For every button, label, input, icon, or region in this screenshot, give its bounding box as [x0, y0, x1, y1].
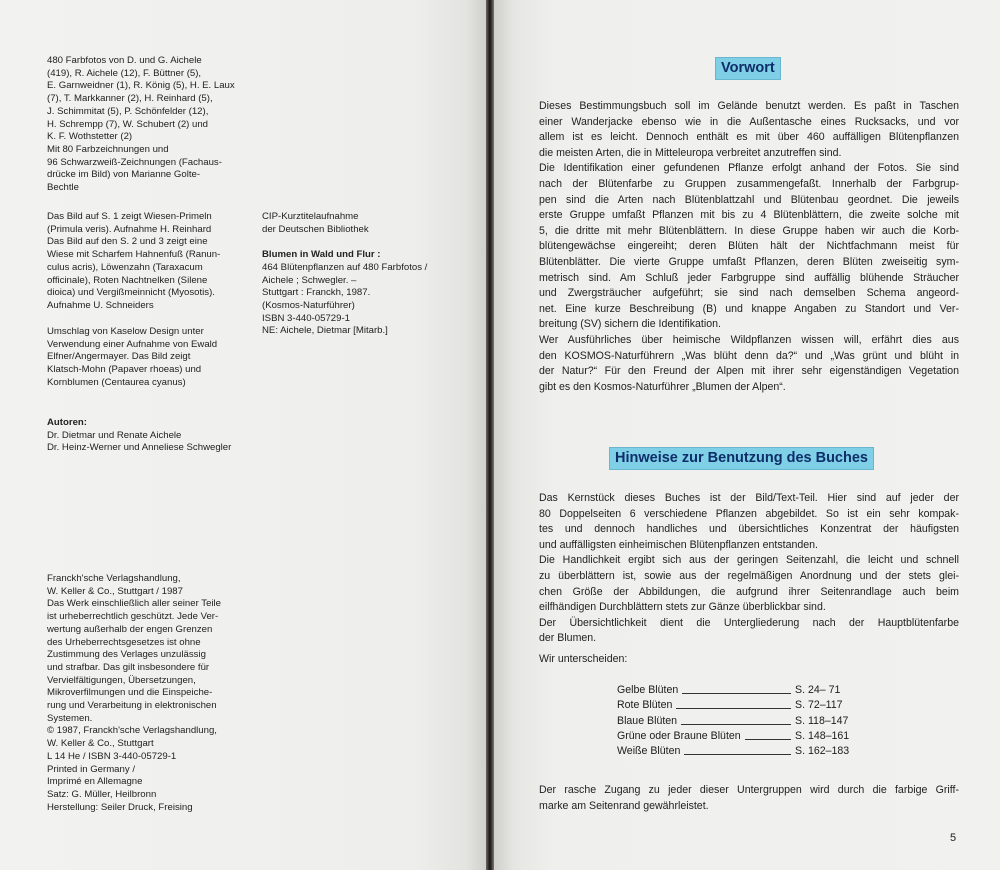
- text-line: wertung außerhalb der engen Grenzen: [47, 623, 213, 635]
- text-line: Zustimmung des Verlages unzulässig: [47, 649, 206, 661]
- text-line: des Urheberrechtsgesetzes ist ohne: [47, 636, 201, 648]
- text-line: Das Bild auf den S. 2 und 3 zeigt eine: [47, 236, 208, 248]
- text-line: Franckh'sche Verlagshandlung,: [47, 573, 181, 584]
- text-line: einer Wanderjacke ebenso wie in die Außentasche eines Rucksacks, und vor: [539, 115, 959, 128]
- text-line: Die Handlichkeit ergibt sich aus der geringen Seitenzahl, die leicht und schnell: [539, 554, 959, 567]
- text-line: der Natur?“ Für den Freund der Alpen mit ihrer sehr eigenständigen Vegetation: [539, 365, 959, 378]
- color-group-row: [617, 714, 907, 729]
- text-line: E. Garnweidner (1), R. König (5), H. E. Laux: [47, 80, 235, 92]
- text-line: K. F. Wothstetter (2): [47, 131, 133, 143]
- text-line: © 1987, Franckh'sche Verlagshandlung,: [47, 725, 217, 737]
- color-group-pages: S. 162–183: [795, 745, 850, 758]
- text-line: (Primula veris). Aufnahme H. Reinhard: [47, 223, 212, 235]
- text-line: Mit 80 Farbzeichnungen und: [47, 143, 169, 155]
- text-line: (419), R. Aichele (12), F. Büttner (5),: [47, 67, 202, 79]
- hinweise-heading: Hinweise zur Benutzung des Buches: [609, 447, 874, 470]
- text-line: (Kosmos-Naturführer): [262, 299, 355, 311]
- text-line: 96 Schwarzweiß-Zeichnungen (Fachaus-: [47, 156, 222, 168]
- leader-line: [684, 754, 791, 755]
- text-line: H. Schrempp (7), W. Schubert (2) und: [47, 118, 209, 130]
- color-group-label: Blaue Blüten: [617, 714, 678, 727]
- color-group-row: [617, 683, 907, 698]
- text-line: culus acris), Löwenzahn (Taraxacum: [47, 261, 203, 273]
- text-line: der Deutschen Bibliothek: [262, 223, 369, 235]
- imprint: [47, 573, 221, 814]
- text-line: Stuttgart : Franckh, 1987.: [262, 287, 371, 299]
- text-line: drücke im Bild) von Marianne Golte-: [47, 169, 201, 181]
- cover-image-caption: [47, 211, 220, 313]
- text-line: Dieses Bestimmungsbuch soll im Gelände benutzt werden. Es paßt in Taschen: [539, 100, 959, 112]
- text-line: Umschlag von Kaselow Design unter: [47, 326, 204, 337]
- text-line: Systemen.: [47, 712, 93, 724]
- text-line: die meisten Arten, die in Mitteleuropa verbreitet anzutreffen sind.: [539, 146, 842, 159]
- authors-heading: Autoren:: [47, 417, 87, 428]
- text-line: tes und dennoch handliches und übersichtliches Konzentrat der häufigsten: [539, 523, 959, 536]
- color-group-label: Grüne oder Braune Blüten: [617, 729, 741, 742]
- text-line: Wiese mit Scharfem Hahnenfuß (Ranun-: [47, 249, 221, 261]
- text-line: Verwendung einer Aufnahme von Ewald: [47, 338, 218, 350]
- text-line: Der Übersichtlichkeit dient die Untergliederung nach der Hauptblütenfarbe: [539, 616, 959, 629]
- page-number: 5: [950, 832, 957, 844]
- text-line: Printed in Germany /: [47, 763, 135, 775]
- color-groups-table: [617, 683, 907, 759]
- color-group-pages: S. 118–147: [795, 714, 849, 727]
- text-line: W. Keller & Co., Stuttgart / 1987: [47, 585, 183, 597]
- text-line: nach der Blütenfarbe zu Gruppen zusammengefaßt. Innerhalb der Farbgrup-: [539, 177, 959, 190]
- text-line: Klatsch-Mohn (Papaver rhoeas) und: [47, 364, 202, 376]
- text-line: ist urheberrechtlich geschützt. Jede Ver-: [47, 611, 219, 623]
- color-group-pages: S. 72–117: [795, 699, 843, 712]
- text-line: 5, die dritte mit mehr Blütenblättern. In diese Gruppe haben wir auch die Korb-: [539, 224, 959, 237]
- book-gutter: [486, 0, 494, 870]
- text-line: Wer Ausführliches über heimische Wildpflanzen wissen will, erfährt dies aus: [539, 333, 959, 346]
- text-line: CIP-Kurztitelaufnahme: [262, 211, 359, 222]
- closing-text: [539, 783, 959, 814]
- color-group-label: Weiße Blüten: [617, 745, 681, 758]
- distinguish-label: Wir unterscheiden:: [539, 653, 628, 665]
- vorwort-text: [539, 99, 959, 395]
- color-group-pages: S. 24– 71: [795, 684, 841, 696]
- text-line: der Blumen.: [539, 632, 597, 645]
- text-line: [262, 236, 427, 249]
- text-line: Mikroverfilmungen und die Einspeiche-: [47, 687, 213, 699]
- text-line: ISBN 3-440-05729-1: [262, 312, 350, 324]
- hinweise-text: [539, 491, 959, 647]
- text-line: W. Keller & Co., Stuttgart: [47, 738, 154, 750]
- text-line: net. Eine kurze Beschreibung (B) und knappe Angaben zu Standort und Ver-: [539, 302, 959, 315]
- text-line: (7), T. Markkanner (2), H. Reinhard (5),: [47, 93, 213, 105]
- text-line: allem ist es leicht. Dennoch enthält es mit über 460 auffälligen Blütenpflanzen: [539, 131, 959, 144]
- cover-design-credit: [47, 326, 217, 390]
- authors-list: [47, 430, 231, 455]
- text-line: Bechtle: [47, 182, 79, 194]
- text-line: 480 Farbfotos von D. und G. Aichele: [47, 55, 202, 66]
- text-line: metrisch sind. Am Schluß jeder Farbgruppe sind auffällig blühende Sträucher: [539, 271, 959, 284]
- text-line: Dr. Heinz-Werner und Anneliese Schwegler: [47, 442, 232, 454]
- text-line: marke am Seitenrand gewährleistet.: [539, 799, 709, 812]
- text-line: Elfner/Angermayer. Das Bild zeigt: [47, 351, 191, 363]
- text-line: 464 Blütenpflanzen auf 480 Farbfotos /: [262, 261, 428, 273]
- text-line: und strafbar. Das gilt insbesondere für: [47, 661, 210, 673]
- text-line: dioica) und Vergißmeinnicht (Myosotis).: [47, 287, 215, 299]
- text-line: chen Größe der Abbildungen, die aufgrund ihrer Seitenrandlage auch beim: [539, 585, 959, 598]
- text-line: Kornblumen (Centaurea cyanus): [47, 376, 186, 388]
- leader-line: [682, 693, 791, 694]
- color-group-label: Gelbe Blüten: [617, 684, 679, 696]
- color-group-label: Rote Blüten: [617, 699, 673, 712]
- text-line: Dr. Dietmar und Renate Aichele: [47, 429, 182, 441]
- text-line: und Zwergsträucher aufgeführt; sie sind nach demselben Schema angeord-: [539, 287, 959, 300]
- text-line: pen sind die Arten nach Blütenblattzahl und Blütenbau geordnet. Die jeweils: [539, 193, 959, 206]
- text-line: breitung (SV) sichern die Identifikation.: [539, 318, 721, 331]
- text-line: Das Bild auf S. 1 zeigt Wiesen-Primeln: [47, 211, 212, 222]
- text-line: Aufnahme U. Schneiders: [47, 299, 154, 311]
- color-group-row: [617, 744, 907, 759]
- text-line: Vervielfältigungen, Übersetzungen,: [47, 674, 196, 686]
- text-line: NE: Aichele, Dietmar [Mitarb.]: [262, 325, 388, 337]
- color-group-row: [617, 698, 907, 713]
- text-line: zu überblättern ist, sowie aus der regelmäßigen Anordnung und der stets glei-: [539, 569, 959, 582]
- text-line: eilfhändigen Durchblättern stets zur Gänze überblickbar sind.: [539, 601, 826, 614]
- color-group-pages: S. 148–161: [795, 729, 850, 742]
- vorwort-heading: Vorwort: [715, 57, 781, 80]
- text-line: Blumen in Wald und Flur :: [262, 249, 381, 261]
- text-line: Imprimé en Allemagne: [47, 776, 143, 788]
- text-line: L 14 He / ISBN 3-440-05729-1: [47, 750, 177, 762]
- text-line: Herstellung: Seiler Druck, Freising: [47, 801, 193, 813]
- text-line: Das Werk einschließlich aller seiner Teile: [47, 598, 221, 610]
- text-line: Der rasche Zugang zu jeder dieser Untergruppen wird durch die farbige Griff-: [539, 784, 959, 796]
- text-line: erste Gruppe umfaßt Pflanzen mit bis zu 4 Blütenblättern, die zweite solche mit: [539, 209, 959, 222]
- leader-line: [745, 739, 791, 740]
- text-line: rung und Verarbeitung in elektronischen: [47, 700, 217, 712]
- color-group-row: [617, 729, 907, 744]
- text-line: Blütenblätter. Die vierte Gruppe umfaßt Pflanzen, deren Blüten zweiseitig sym-: [539, 255, 959, 268]
- text-line: Das Kernstück dieses Buches ist der Bild/Text-Teil. Hier sind auf jeder der: [539, 492, 959, 504]
- text-line: gibt es den Kosmos-Naturführer „Blumen der Alpen“.: [539, 380, 786, 393]
- text-line: Aichele ; Schwegler. –: [262, 274, 357, 286]
- authors-block: [47, 417, 231, 455]
- text-line: den KOSMOS-Naturführern „Was blüht denn da?“ und „Was grünt und blüht in: [539, 349, 959, 362]
- leader-line: [676, 708, 791, 709]
- text-line: Satz: G. Müller, Heilbronn: [47, 788, 157, 800]
- distinguish-text: [539, 652, 627, 668]
- cip-record: [262, 211, 427, 338]
- text-line: 80 Doppelseiten 6 verschiedene Pflanzen abgebildet. So ist ein sehr kompak-: [539, 507, 959, 520]
- text-line: officinale), Roten Nachtnelken (Silene: [47, 274, 208, 286]
- text-line: J. Schimmitat (5), P. Schönfelder (12),: [47, 105, 209, 117]
- text-line: und auffälligsten einheimischen Blütenpflanzen entstanden.: [539, 538, 818, 551]
- text-line: Die Identifikation einer gefundenen Pflanze erfolgt anhand der Fotos. Sie sind: [539, 162, 959, 175]
- photo-credits: [47, 55, 235, 195]
- leader-line: [681, 724, 791, 725]
- text-line: blütengewächse eingereiht; deren Blüten hält der Nichtfachmann meist für: [539, 240, 959, 253]
